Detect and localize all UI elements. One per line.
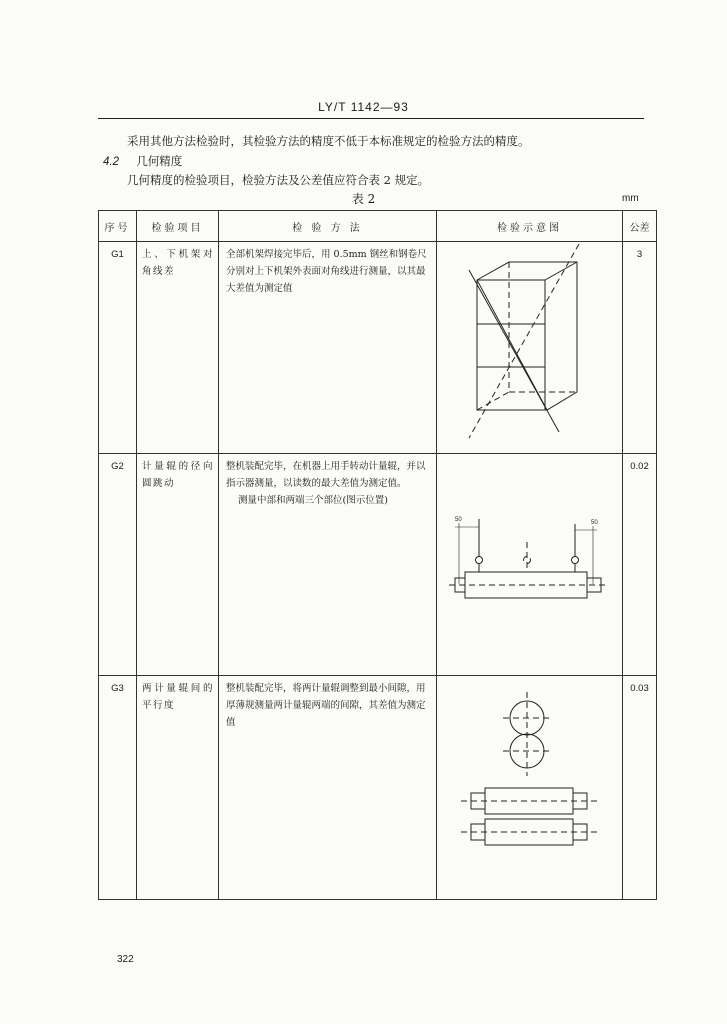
frame-diagonal-drawing: [437, 242, 623, 454]
header-tolerance: 公差: [623, 211, 657, 242]
table-row: [99, 454, 657, 676]
row-number: G2: [99, 454, 137, 676]
row-item: 上、下机架对角线差: [137, 242, 219, 454]
inspection-table: [98, 210, 657, 900]
section-number: 4.2: [103, 156, 119, 168]
header-figure: 检验示意图: [437, 211, 623, 242]
table-header-row: [99, 211, 657, 242]
row-number: G3: [99, 676, 137, 900]
section-title: 几何精度: [136, 154, 183, 168]
method-line: 测量中部和两端三个部位(图示位置): [238, 495, 388, 506]
frame-diagonal-figure: [437, 242, 623, 454]
row-method: 全部机架焊接完毕后，用 0.5mm 钢丝和钢卷尺分别对上下机架外表面对角线进行测量，以其最大差值为测定值: [219, 242, 437, 454]
header-item: 检验项目: [137, 211, 219, 242]
roller-runout-drawing: [437, 454, 623, 676]
section-heading: [103, 153, 182, 170]
row-tolerance: 0.03: [623, 676, 657, 900]
header-rule: [98, 118, 644, 119]
row-item: 计量辊的径向圆跳动: [137, 454, 219, 676]
row-method: [219, 454, 437, 676]
method-line: 整机装配完毕，在机器上用手转动计量辊，并以指示器测量，以读数的最大差值为测定值。: [226, 461, 426, 489]
dimension-label-left: 50: [455, 517, 462, 523]
table-row: [99, 242, 657, 454]
row-method: 整机装配完毕，将两计量辊调整到最小间隙，用厚薄规测量两计量辊两端的间隙，其差值为测定值: [219, 676, 437, 900]
page-number: 322: [117, 954, 134, 965]
row-tolerance: 3: [623, 242, 657, 454]
roller-runout-figure: [437, 454, 623, 676]
roller-parallelism-drawing: [437, 676, 623, 900]
standard-code-header: LY/T 1142—93: [318, 100, 409, 114]
row-number: G1: [99, 242, 137, 454]
dimension-label-right: 50: [591, 520, 598, 526]
table-unit: mm: [622, 193, 639, 204]
table-caption: 表 2: [351, 192, 376, 206]
roller-parallelism-figure: [437, 676, 623, 900]
header-no: 序号: [99, 211, 137, 242]
header-method: 检 验 方 法: [219, 211, 437, 242]
table-row: [99, 676, 657, 900]
row-item: 两计量辊间的平行度: [137, 676, 219, 900]
intro-sentence: 采用其他方法检验时，其检验方法的精度不低于本标准规定的检验方法的精度。: [127, 134, 530, 148]
row-tolerance: 0.02: [623, 454, 657, 676]
section-text: 几何精度的检验项目，检验方法及公差值应符合表 2 规定。: [127, 173, 430, 187]
